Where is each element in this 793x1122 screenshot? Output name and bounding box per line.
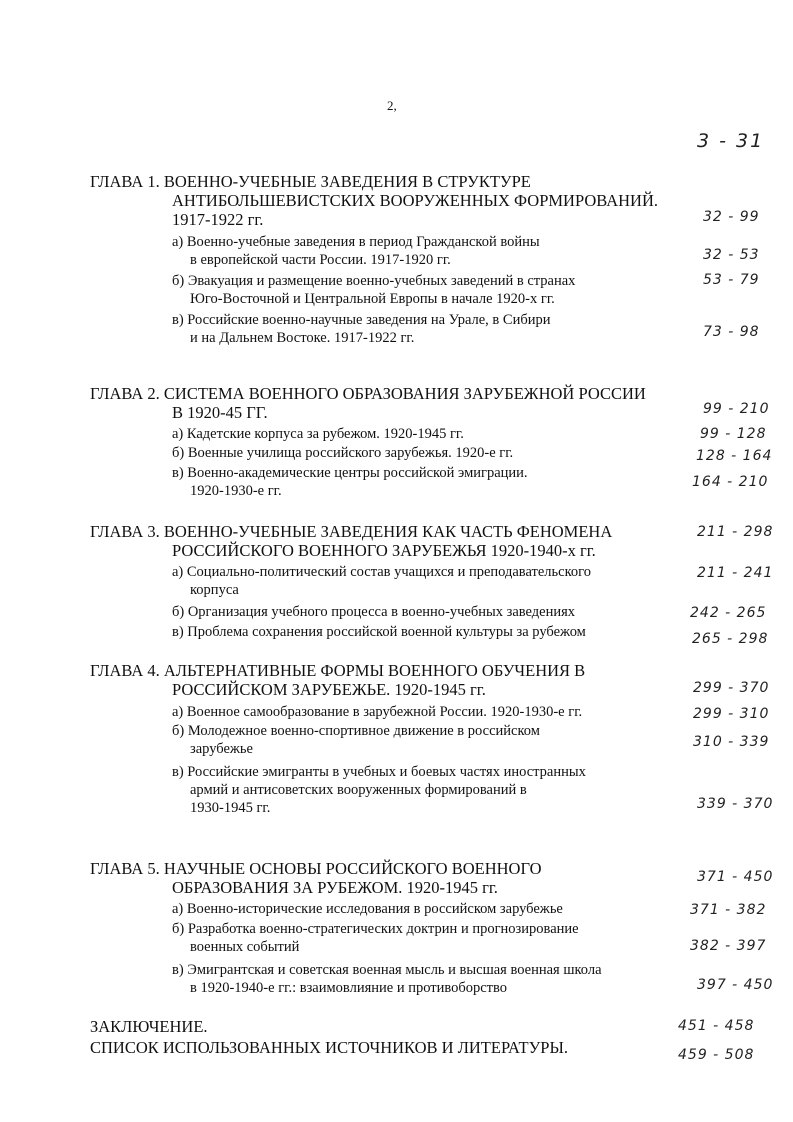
chapter-5-section-a: а) Военно-исторические исследования в российском зарубежье (172, 901, 563, 917)
bibliography-pages: 459 - 508 (678, 1047, 755, 1063)
chapter-2-section-a: а) Кадетские корпуса за рубежом. 1920-1945 гг. (172, 426, 464, 442)
chapter-1-section-b-pages: 53 - 79 (703, 272, 760, 288)
chapter-1-title: ГЛАВА 1. ВОЕННО-УЧЕБНЫЕ ЗАВЕДЕНИЯ В СТРУКТУРЕ АНТИБОЛЬШЕВИСТСКИХ ВООРУЖЕННЫХ ФОРМИРОВАНИЙ. 1917-1922 гг. (90, 172, 659, 229)
page-number: 2, (387, 98, 397, 113)
chapter-5-section-b: б) Разработка военно-стратегических доктрин и прогнозирование военных событий (172, 921, 579, 955)
conclusion-pages: 451 - 458 (678, 1018, 755, 1034)
chapter-5-pages: 371 - 450 (697, 869, 774, 885)
chapter-5-title: ГЛАВА 5. НАУЧНЫЕ ОСНОВЫ РОССИЙСКОГО ВОЕННОГО ОБРАЗОВАНИЯ ЗА РУБЕЖОМ. 1920-1945 гг. (90, 859, 542, 897)
chapter-2-pages: 99 - 210 (703, 401, 770, 417)
chapter-2-section-a-pages: 99 - 128 (700, 426, 767, 442)
bibliography-label: СПИСОК ИСПОЛЬЗОВАННЫХ ИСТОЧНИКОВ И ЛИТЕРАТУРЫ. (90, 1038, 568, 1057)
intro-page-range: 3 - 31 (697, 130, 765, 152)
chapter-2-title: ГЛАВА 2. СИСТЕМА ВОЕННОГО ОБРАЗОВАНИЯ ЗАРУБЕЖНОЙ РОССИИ В 1920-45 ГГ. (90, 384, 646, 422)
chapter-1-section-a: а) Военно-учебные заведения в период Гражданской войны в европейской части России. 1917-1920 гг. (172, 234, 540, 268)
chapter-1-section-a-pages: 32 - 53 (703, 247, 760, 263)
chapter-4-section-b-pages: 310 - 339 (693, 734, 770, 750)
chapter-2-section-c-pages: 164 - 210 (692, 474, 769, 490)
conclusion-label: ЗАКЛЮЧЕНИЕ. (90, 1017, 208, 1036)
chapter-3-section-b: б) Организация учебного процесса в военно-учебных заведениях (172, 604, 576, 620)
chapter-1-section-c-pages: 73 - 98 (703, 324, 760, 340)
chapter-4-section-a: а) Военное самообразование в зарубежной России. 1920-1930-е гг. (172, 704, 583, 720)
chapter-5-section-c-pages: 397 - 450 (697, 977, 774, 993)
chapter-4-title: ГЛАВА 4. АЛЬТЕРНАТИВНЫЕ ФОРМЫ ВОЕННОГО ОБУЧЕНИЯ В РОССИЙСКОМ ЗАРУБЕЖЬЕ. 1920-1945 гг. (90, 661, 586, 699)
chapter-4-section-a-pages: 299 - 310 (693, 706, 770, 722)
chapter-5-section-a-pages: 371 - 382 (690, 902, 767, 918)
chapter-1-pages: 32 - 99 (703, 209, 760, 225)
chapter-2-section-b: б) Военные училища российского зарубежья. 1920-е гг. (172, 445, 514, 461)
chapter-1-section-b: б) Эвакуация и размещение военно-учебных заведений в странах Юго-Восточной и Центральной Европы в начале 1920-х гг. (172, 273, 576, 307)
chapter-3-section-c-pages: 265 - 298 (692, 631, 769, 647)
chapter-3-section-c: в) Проблема сохранения российской военной культуры за рубежом (172, 624, 586, 640)
chapter-4-section-b: б) Молодежное военно-спортивное движение в российском зарубежье (172, 723, 540, 757)
chapter-4-section-c-pages: 339 - 370 (697, 796, 774, 812)
chapter-3-section-a-pages: 211 - 241 (697, 565, 774, 581)
chapter-4-pages: 299 - 370 (693, 680, 770, 696)
chapter-5-section-b-pages: 382 - 397 (690, 938, 767, 954)
chapter-3-title: ГЛАВА 3. ВОЕННО-УЧЕБНЫЕ ЗАВЕДЕНИЯ КАК ЧАСТЬ ФЕНОМЕНА РОССИЙСКОГО ВОЕННОГО ЗАРУБЕЖЬЯ 1920-1940-х гг. (90, 522, 613, 560)
chapter-2-section-b-pages: 128 - 164 (696, 448, 773, 464)
chapter-1-section-c: в) Российские военно-научные заведения на Урале, в Сибири и на Дальнем Востоке. 1917-1922 гг. (172, 312, 551, 346)
chapter-3-section-b-pages: 242 - 265 (690, 605, 767, 621)
chapter-5-section-c: в) Эмигрантская и советская военная мысль и высшая военная школа в 1920-1940-е гг.: взаимовлияние и противоборство (172, 962, 602, 996)
chapter-2-section-c: в) Военно-академические центры российской эмиграции. 1920-1930-е гг. (172, 465, 528, 499)
chapter-4-section-c: в) Российские эмигранты в учебных и боевых частях иностранных армий и антисоветских вооруженных формирований в 1930-1945 гг. (172, 764, 586, 816)
chapter-3-section-a: а) Социально-политический состав учащихся и преподавательского корпуса (172, 564, 591, 598)
chapter-3-pages: 211 - 298 (697, 524, 774, 540)
